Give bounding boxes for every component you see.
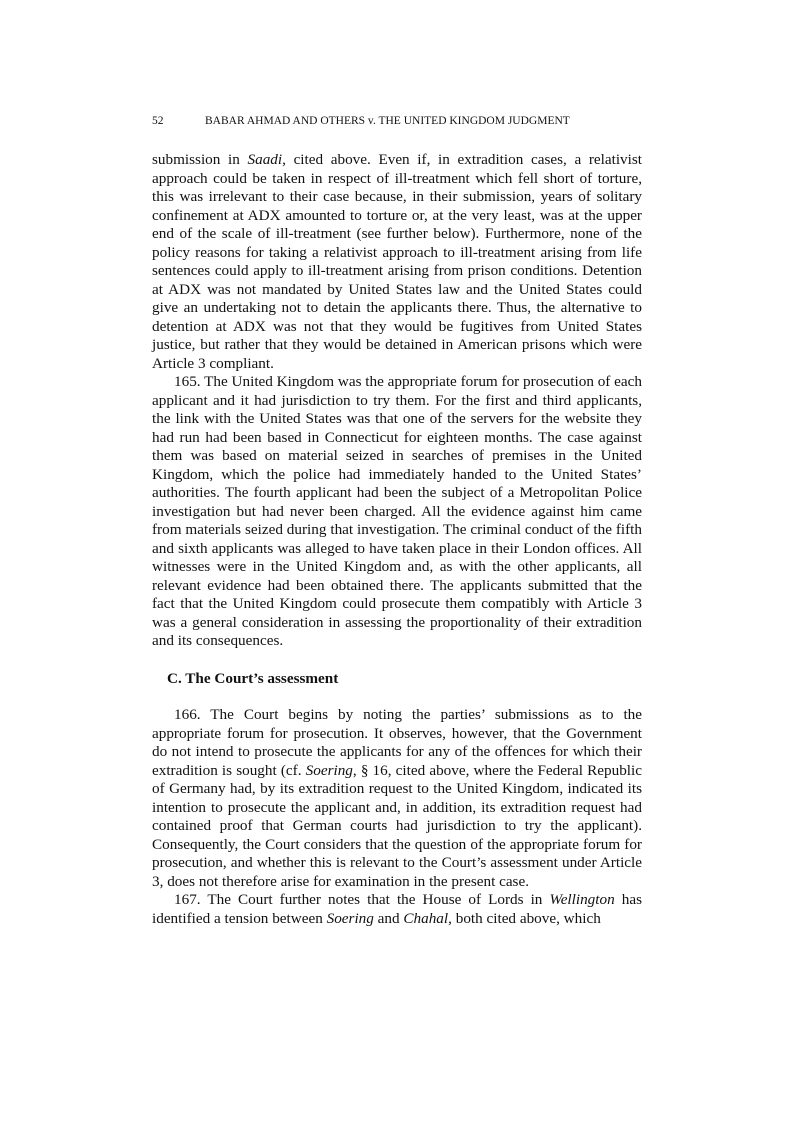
running-title: BABAR AHMAD AND OTHERS v. THE UNITED KINGDOM JUDGMENT [205, 115, 570, 127]
case-citation: Wellington [549, 891, 615, 908]
case-citation: Saadi [247, 151, 283, 168]
case-citation: Soering [305, 761, 353, 779]
paragraph-167: 167. The Court further notes that the House of Lords in Wellington has identified a tension between Soering and Chahal, both cited above, which [152, 891, 642, 927]
paragraph-164-continuation: submission in Saadi, cited above. Even if, in extradition cases, a relativist approach could be taken in respect of ill-treatment which fell short of torture, this was irrelevant to their case because, in their submission, years of solitary confinement at ADX amounted to torture or, at the very least, was at the upper end of the scale of ill-treatment (see further below). Furthermore, none of the policy reasons for taking a relativist approach to ill-treatment arising from life sentences could apply to ill-treatment arising from prison conditions. Detention at ADX was not mandated by United States law and the United States could give an undertaking not to detain the applicants there. Thus, the alternative to detention at ADX was not that they would be fugitives from United States justice, but rather that they would be detained in American prisons which were Article 3 compliant. [152, 151, 642, 372]
case-citation: Soering [326, 909, 374, 927]
judgment-body [152, 151, 642, 928]
section-heading: C. The Court’s assessment [167, 669, 339, 687]
paragraph-166: 166. The Court begins by noting the parties’ submissions as to the appropriate forum for prosecution. It observes, however, that the Government do not intend to prosecute the applicants for any of the offences for which their extradition is sought (cf. Soering, § 16, cited above, where the Federal Republic of Germany had, by its extradition request to the United Kingdom, indicated its intention to prosecute the applicant and, in addition, its extradition request had contained proof that German courts had jurisdiction to try the applicant). Consequently, the Court considers that the question of the appropriate forum for prosecution, and whether this is relevant to the Court’s assessment under Article 3, does not therefore arise for examination in the present case. [152, 706, 642, 890]
paragraph-165: 165. The United Kingdom was the appropriate forum for prosecution of each applicant and it had jurisdiction to try them. For the first and third applicants, the link with the United States was that one of the servers for the website they had run had been based in Connecticut for eighteen months. The case against them was based on material seized in searches of premises in the United Kingdom, which the police had immediately handed to the United States’ authorities. The fourth applicant had been the subject of a Metropolitan Police investigation but had never been charged. All the evidence against him came from materials seized during that investigation. The criminal conduct of the fifth and sixth applicants was alleged to have taken place in their London offices. All witnesses were in the United Kingdom and, as with the other applicants, all relevant evidence had been obtained there. The applicants submitted that the fact that the United Kingdom could prosecute them compatibly with Article 3 was a general consideration in assessing the proportionality of their extradition and its consequences. [152, 373, 642, 649]
case-citation: Chahal [403, 909, 449, 927]
page-number: 52 [152, 115, 164, 127]
